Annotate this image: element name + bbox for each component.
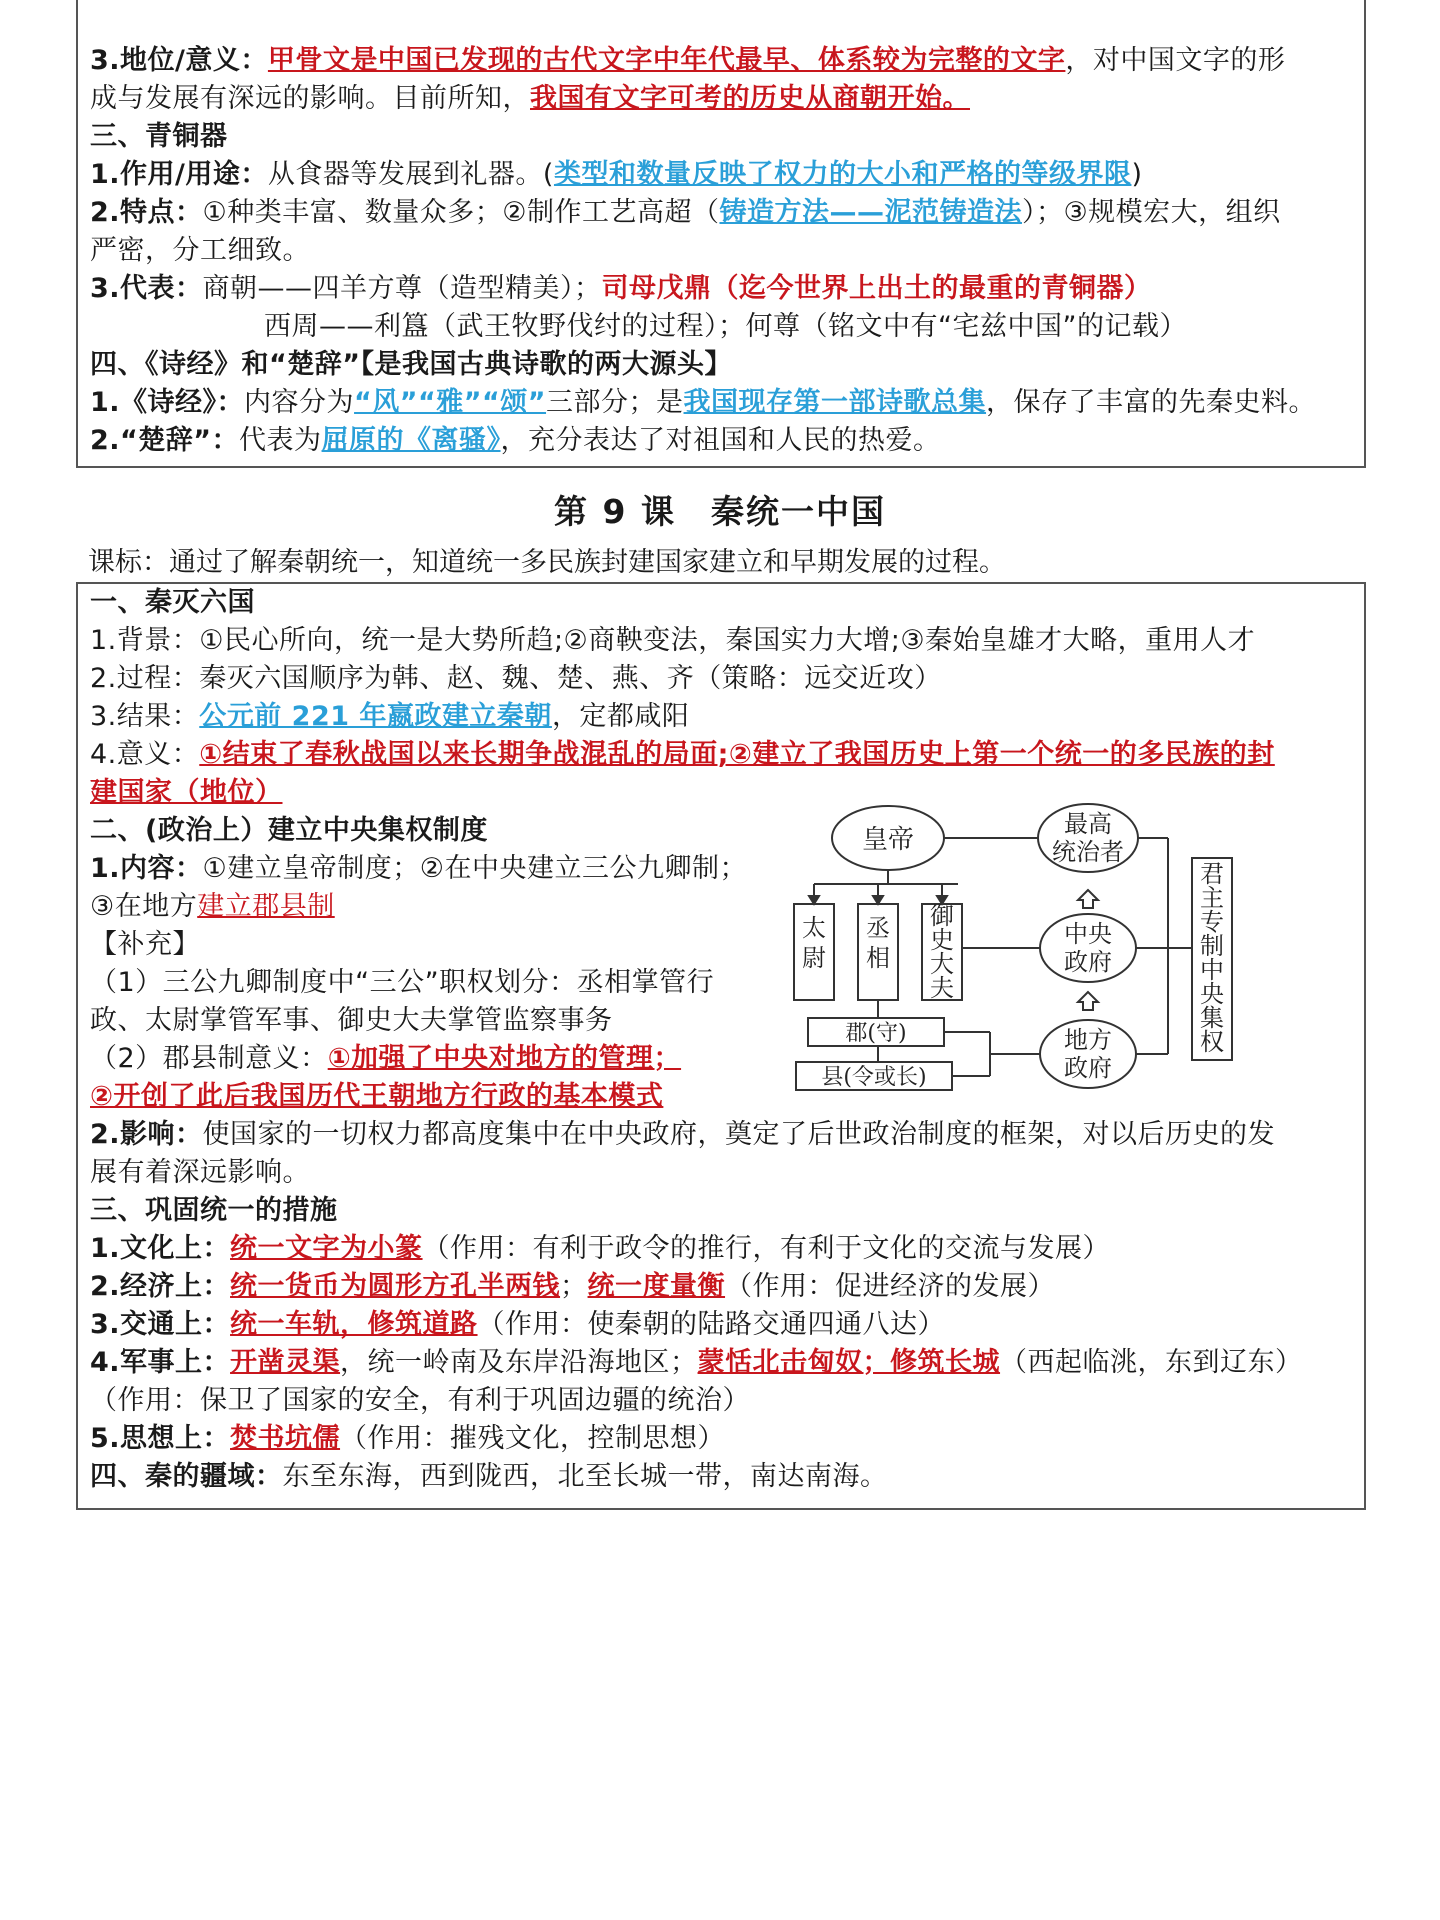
- text: ，统一岭南及东岸沿海地区；: [340, 1347, 698, 1378]
- text: ）；③规模宏大，组织: [1021, 197, 1281, 228]
- up-arrow-icon: [1078, 890, 1098, 908]
- highlight-red: 建国家（地位）: [90, 777, 283, 808]
- label: 2.经济上：: [90, 1271, 231, 1302]
- text: （西起临洮，东到辽东）: [1000, 1347, 1303, 1378]
- label: 3.地位/意义：: [90, 45, 268, 76]
- label: 3.代表：: [90, 273, 203, 304]
- result-line: [90, 698, 689, 736]
- bronze-representatives-2: 西周——利簋（武王牧野伐纣的过程）；何尊（铭文中有“宅兹中国”的记载）: [264, 311, 1187, 342]
- local-label-2: 政府: [1064, 1054, 1112, 1082]
- background-line: 1.背景：①民心所向，统一是大势所趋;②商鞅变法，秦国实力大增;③秦始皇雄才大略，重用人才: [90, 625, 1256, 656]
- top-section-box: [76, 0, 1366, 468]
- local-label-1: 地方: [1064, 1026, 1112, 1054]
- text: （作用：促进经济的发展）: [725, 1271, 1056, 1302]
- meaning-line: [90, 736, 1275, 774]
- chuci-line: [90, 422, 941, 460]
- text: （作用：摧残文化，控制思想）: [340, 1423, 726, 1454]
- measure-transport: [90, 1306, 945, 1344]
- supplement-1a: （1）三公九卿制度中“三公”职权划分：丞相掌管行: [90, 967, 715, 998]
- text: （作用：有利于政令的推行，有利于文化的交流与发展）: [422, 1233, 1111, 1264]
- process-line: 2.过程：秦灭六国顺序为韩、赵、魏、楚、燕、齐（策略：远交近攻）: [90, 663, 942, 694]
- bronze-use: [90, 156, 1143, 194]
- territory-line: [90, 1458, 888, 1496]
- meaning-line-2: [90, 774, 283, 812]
- highlight-blue: 铸造方法——泥范铸造法: [719, 197, 1022, 228]
- central-label-2: 政府: [1064, 948, 1112, 976]
- supplement-label: 【补充】: [90, 929, 200, 960]
- highlight-blue: 屈原的《离骚》: [321, 425, 501, 456]
- highlight-red: ①加强了中央对地方的管理；: [327, 1043, 682, 1074]
- highlight-red: 焚书坑儒: [230, 1423, 341, 1454]
- chengxiang-label: 丞相: [866, 914, 890, 972]
- central-system-diagram: [792, 796, 1352, 1116]
- highlight-red: 统一车轨，修筑道路: [230, 1309, 478, 1340]
- heading-poetry: 四、《诗经》和“楚辞”【是我国古典诗歌的两大源头】: [90, 349, 732, 380]
- measure-thought: [90, 1420, 725, 1458]
- label: 1.内容：: [90, 853, 203, 884]
- absolutism-label: 君主专制: [1200, 860, 1224, 960]
- taiwei-label: 太尉: [802, 914, 826, 972]
- highlight-red: 统一度量衡: [587, 1271, 726, 1302]
- text: ①建立皇帝制度；②在中央建立三公九卿制；: [202, 853, 747, 884]
- bronze-representatives: [90, 270, 1152, 308]
- highlight-blue: 类型和数量反映了权力的大小和严格的等级界限: [553, 159, 1132, 190]
- heading-bronze: 三、青铜器: [90, 121, 228, 152]
- label: 2.“楚辞”：: [90, 425, 240, 456]
- xian-label: 县(令或长): [821, 1065, 927, 1090]
- lesson-title: 第 9 课 秦统一中国: [554, 492, 886, 531]
- shijing-line: [90, 384, 1316, 422]
- impact-line-2: 展有着深远影响。: [90, 1157, 310, 1188]
- text: ，充分表达了对祖国和人民的热爱。: [500, 425, 941, 456]
- text: ③在地方: [90, 891, 198, 922]
- supplement-1b: 政、太尉掌管军事、御史大夫掌管监察事务: [90, 1005, 613, 1036]
- jun-label: 郡(守): [845, 1021, 907, 1046]
- heading-unification: 一、秦灭六国: [90, 587, 255, 618]
- supplement-2b: [90, 1078, 663, 1116]
- label: 1.作用/用途：: [90, 159, 268, 190]
- label: 4.意义：: [90, 739, 200, 770]
- status-line: [90, 42, 1285, 80]
- bronze-features: [90, 194, 1281, 232]
- supplement-2a: [90, 1040, 681, 1078]
- text: ①种类丰富、数量众多；②制作工艺高超（: [202, 197, 720, 228]
- text: ；: [560, 1271, 588, 1302]
- highlight-red: 建立郡县制: [197, 891, 335, 922]
- yushi-label: 御史大夫: [930, 902, 954, 1002]
- text: ，保存了丰富的先秦史料。: [986, 387, 1317, 418]
- highlight-blue: “风”“雅”“颂”: [354, 387, 547, 418]
- label: 1.文化上：: [90, 1233, 231, 1264]
- text: 从食器等发展到礼器。(: [267, 159, 554, 190]
- text: 使国家的一切权力都高度集中在中央政府，奠定了后世政治制度的框架，对以后历史的发: [202, 1119, 1276, 1150]
- curriculum-standard: 课标：通过了解秦朝统一，知道统一多民族封建国家建立和早期发展的过程。: [88, 547, 1006, 578]
- emperor-label: 皇帝: [861, 825, 915, 855]
- supreme-label-1: 最高: [1064, 810, 1112, 838]
- highlight-red: 司母戊鼎（迄今世界上出土的最重的青铜器）: [601, 273, 1152, 304]
- highlight-red: ①结束了春秋战国以来长期争战混乱的局面;②建立了我国历史上第一个统一的多民族的封: [199, 739, 1275, 770]
- bronze-features-2: 严密，分工细致。: [90, 235, 310, 266]
- text: ，定都咸阳: [551, 701, 690, 732]
- measure-economy: [90, 1268, 1055, 1306]
- highlight-red: 统一货币为圆形方孔半两钱: [230, 1271, 561, 1302]
- central-label-1: 中央: [1064, 920, 1112, 948]
- text: 内容分为: [244, 387, 355, 418]
- label: 2.影响：: [90, 1119, 203, 1150]
- highlight-red: 甲骨文是中国已发现的古代文字中年代最早、体系较为完整的文字: [267, 45, 1066, 76]
- text: （作用：使秦朝的陆路交通四通八达）: [477, 1309, 946, 1340]
- highlight-red: 开凿灵渠: [230, 1347, 341, 1378]
- label: 四、秦的疆域：: [90, 1461, 283, 1492]
- label: 4.军事上：: [90, 1347, 231, 1378]
- up-arrow-icon: [1078, 992, 1098, 1010]
- content-line-2: [90, 888, 335, 926]
- highlight-blue: 我国现存第一部诗歌总集: [683, 387, 987, 418]
- text: ): [1131, 159, 1143, 190]
- text: 东至东海，西到陇西，北至长城一带，南达南海。: [282, 1461, 888, 1492]
- label: 3.交通上：: [90, 1309, 231, 1340]
- supreme-label-2: 统治者: [1052, 838, 1124, 866]
- text: 三部分；是: [546, 387, 684, 418]
- text: 成与发展有深远的影响。目前所知，: [90, 83, 530, 114]
- centralization-label: 中央集权: [1200, 956, 1224, 1056]
- measure-military: [90, 1344, 1303, 1382]
- label: 3.结果：: [90, 701, 200, 732]
- status-line-2: [90, 80, 970, 118]
- label: 1.《诗经》：: [90, 387, 245, 418]
- measure-culture: [90, 1230, 1110, 1268]
- impact-line: [90, 1116, 1275, 1154]
- text: 商朝——四羊方尊（造型精美）；: [202, 273, 602, 304]
- highlight-red: 统一文字为小篆: [230, 1233, 423, 1264]
- content-line: [90, 850, 747, 888]
- text: ，对中国文字的形: [1065, 45, 1286, 76]
- measure-military-2: （作用：保卫了国家的安全，有利于巩固边疆的统治）: [90, 1385, 750, 1416]
- heading-measures: 三、巩固统一的措施: [90, 1195, 338, 1226]
- label: 5.思想上：: [90, 1423, 231, 1454]
- highlight-blue: 公元前 221 年嬴政建立秦朝: [199, 701, 552, 732]
- text: （2）郡县制意义：: [90, 1043, 328, 1074]
- text: 代表为: [239, 425, 322, 456]
- heading-centralization: 二、(政治上）建立中央集权制度: [90, 815, 488, 846]
- label: 2.特点：: [90, 197, 203, 228]
- highlight-red: 蒙恬北击匈奴；修筑长城: [697, 1347, 1001, 1378]
- highlight-red: ②开创了此后我国历代王朝地方行政的基本模式: [90, 1081, 664, 1112]
- qin-section-box: [76, 582, 1366, 1510]
- highlight-red: 我国有文字可考的历史从商朝开始。: [530, 83, 970, 114]
